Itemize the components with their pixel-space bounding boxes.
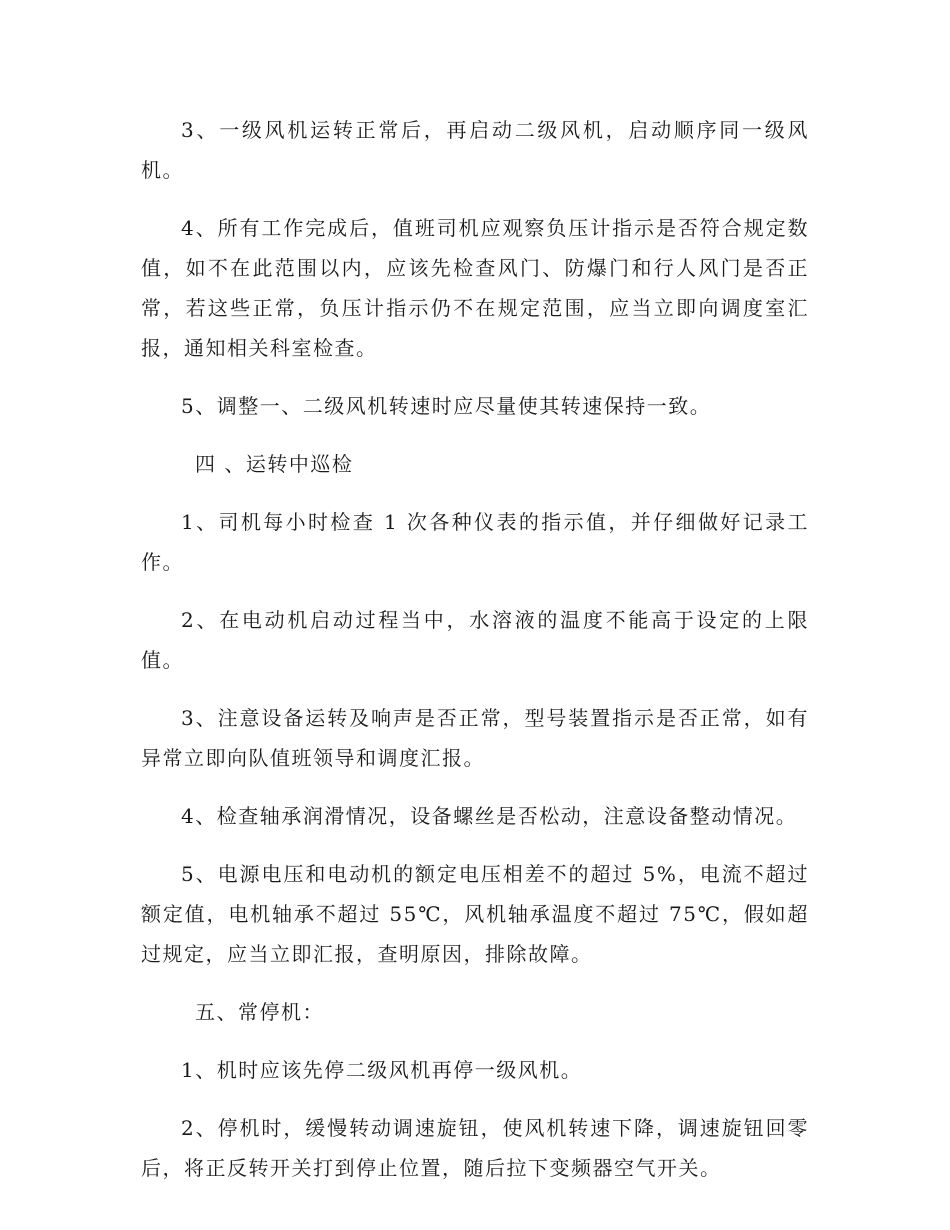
paragraph-step-5-adjust-speed: 5、调整一、二级风机转速时应尽量使其转速保持一致。	[181, 394, 712, 418]
paragraph-step-3-start-second-fan: 3、一级风机运转正常后，再启动二级风机，启动顺序同一级风机。	[141, 118, 809, 182]
paragraph-inspection-5: 5、电源电压和电动机的额定电压相差不的超过 5%，电流不超过额定值，电机轴承不超过 55℃，风机轴承温度不超过 75℃，假如超过规定，应当立即汇报，查明原因，排除故障。	[141, 862, 809, 966]
paragraph-inspection-1: 1、司机每小时检查 1 次各种仪表的指示值，并仔细做好记录工作。	[141, 510, 809, 574]
document-body	[141, 110, 809, 1188]
paragraph-stop-1: 1、机时应该先停二级风机再停一级风机。	[181, 1058, 583, 1082]
paragraph-inspection-3: 3、注意设备运转及响声是否正常，型号装置指示是否正常，如有异常立即向队值班领导和调度汇报。	[141, 706, 809, 770]
section-heading-normal-stop: 五、常停机：	[195, 1000, 324, 1024]
paragraph-inspection-2: 2、在电动机启动过程当中，水溶液的温度不能高于设定的上限值。	[141, 608, 809, 672]
paragraph-step-4-check-pressure: 4、所有工作完成后，值班司机应观察负压计指示是否符合规定数值，如不在此范围以内，应该先检查风门、防爆门和行人风门是否正常，若这些正常，负压计指示仍不在规定范围，应当立即向调度室汇报，通知相关科室检查。	[141, 216, 809, 360]
section-heading-running-inspection: 四 、运转中巡检	[195, 452, 354, 476]
paragraph-stop-2: 2、停机时，缓慢转动调速旋钮，使风机转速下降，调速旋钮回零后，将正反转开关打到停止位置，随后拉下变频器空气开关。	[141, 1116, 809, 1180]
paragraph-inspection-4: 4、检查轴承润滑情况，设备螺丝是否松动，注意设备整动情况。	[181, 804, 798, 828]
